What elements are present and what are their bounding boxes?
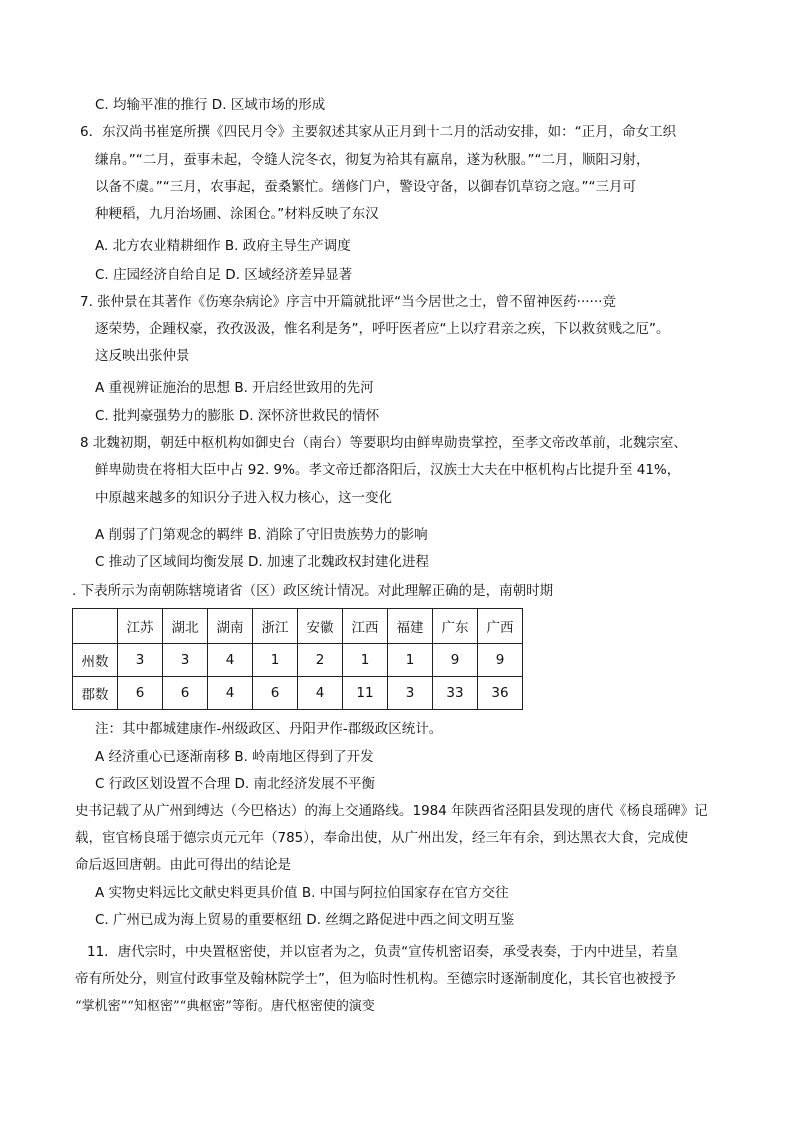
q7-options-cd: C. 批判豪强势力的膨胀 D. 深怀济世救民的情怀 [95, 408, 380, 424]
q10-options-cd: C. 广州已成为海上贸易的重要枢纽 D. 丝绸之路促进中西之间文明互鉴 [95, 912, 515, 928]
region-stats-table [72, 608, 523, 710]
table-cell: 4 [208, 677, 253, 710]
table-row [73, 644, 523, 677]
q7-stem-line-3: 这反映出张仲景 [95, 348, 190, 364]
q8-stem-line-2: 鲜卑勋贵在将相大臣中占 92. 9%。孝文帝迁都洛阳后，汉族士大夫在中枢机构占比提升至 41%， [95, 462, 681, 478]
q8-options-ab: A 削弱了门第观念的羁绊 B. 消除了守旧贵族势力的影响 [95, 527, 428, 543]
q10-stem-line-1: 史书记载了从广州到缚达（今巴格达）的海上交通路线。1984 年陕西省泾阳县发现的唐代《杨良瑶碑》记 [75, 803, 708, 819]
table-header-cell: 湖北 [163, 609, 208, 644]
table-cell: 11 [343, 677, 388, 710]
q10-options-ab: A 实物史料远比文献史料更具价值 B. 中国与阿拉伯国家存在官方交往 [95, 885, 509, 901]
table-cell: 6 [253, 677, 298, 710]
q9-stem: . 下表所示为南朝陈辖境诸省（区）政区统计情况。对此理解正确的是，南朝时期 [72, 583, 554, 599]
table-cell: 2 [298, 644, 343, 677]
q5-options-cd: C. 均输平准的推行 D. 区域市场的形成 [95, 97, 326, 113]
q9-table-note: 注：其中都城建康作-州级政区、丹阳尹作-郡级政区统计。 [95, 721, 443, 737]
table-header-cell: 湖南 [208, 609, 253, 644]
table-cell: 6 [163, 677, 208, 710]
table-header-cell [73, 609, 118, 644]
table-cell: 3 [118, 644, 163, 677]
table-header-cell: 江苏 [118, 609, 163, 644]
q7-stem-line-2: 逐荣势，企踵权豪，孜孜汲汲，惟名利是务”，呼吁医者应“上以疗君亲之疾，下以救贫贱之厄”。 [95, 321, 670, 337]
q9-options-cd: C 行政区划设置不合理 D. 南北经济发展不平衡 [95, 776, 375, 792]
table-row [73, 677, 523, 710]
q6-stem-line-4: 种粳稻，九月治场圃、涂囷仓。”材料反映了东汉 [95, 206, 379, 222]
q7-options-ab: A 重视辨证施治的思想 B. 开启经世致用的先河 [95, 380, 374, 396]
table-cell: 6 [118, 677, 163, 710]
table-cell: 3 [163, 644, 208, 677]
table-cell: 州数 [73, 644, 118, 677]
table-cell: 1 [253, 644, 298, 677]
q7-stem-line-1: 7. 张仲景在其著作《伤寒杂病论》序言中开篇就批评“当今居世之士，曾不留神医药······竞 [80, 294, 616, 310]
q6-stem-line-3: 以备不虞。”“三月，农事起，蚕桑繁忙。缮修门户，警设守备，以御春饥草窃之寇。”“三月可 [95, 179, 636, 195]
table-cell: 33 [433, 677, 478, 710]
table-header-cell: 广西 [478, 609, 523, 644]
table-cell: 3 [388, 677, 433, 710]
table-cell: 36 [478, 677, 523, 710]
q6-options-cd: C. 庄园经济自给自足 D. 区域经济差异显著 [95, 267, 353, 283]
table-header-row [73, 609, 523, 644]
table-cell: 4 [208, 644, 253, 677]
table-cell: 4 [298, 677, 343, 710]
q9-options-ab: A 经济重心已逐渐南移 B. 岭南地区得到了开发 [95, 749, 374, 765]
q10-stem-line-3: 命后返回唐朝。由此可得出的结论是 [75, 857, 291, 873]
q11-stem-line-1: 11．唐代宗时，中央置枢密使，并以宦者为之，负责“宣传机密诏奏，承受表奏，于内中进呈，若皇 [87, 944, 679, 960]
table-header-cell: 福建 [388, 609, 433, 644]
table-cell: 9 [433, 644, 478, 677]
table-header-cell: 安徽 [298, 609, 343, 644]
table-cell: 1 [343, 644, 388, 677]
table-cell: 9 [478, 644, 523, 677]
table-header-cell: 江西 [343, 609, 388, 644]
table-header-cell: 浙江 [253, 609, 298, 644]
q8-stem-line-3: 中原越来越多的知识分子进入权力核心，这一变化 [95, 490, 392, 506]
table-header-cell: 广东 [433, 609, 478, 644]
q11-stem-line-3: “掌机密”“知枢密”“典枢密”等衔。唐代枢密使的演变 [75, 999, 375, 1014]
q10-stem-line-2: 载，宦官杨良瑶于德宗贞元元年（785），奉命出使，从广州出发，经三年有余，到达黑衣大食，完成使 [75, 830, 689, 846]
q6-stem-line-2: 缣帛。”“二月，蚕事未起，令缝人浣冬衣，彻复为袷其有羸帛，遂为秋服。”“二月，顺阳习射， [95, 152, 650, 168]
q6-options-ab: A. 北方农业精耕细作 B. 政府主导生产调度 [95, 238, 351, 254]
table-cell: 1 [388, 644, 433, 677]
q8-options-cd: C 推动了区域间均衡发展 D. 加速了北魏政权封建化进程 [95, 554, 429, 570]
table-cell: 郡数 [73, 677, 118, 710]
q8-stem-line-1: 8 北魏初期，朝廷中枢机构如御史台（南台）等要职均由鲜卑勋贵掌控，至孝文帝改革前，北魏宗室、 [80, 435, 687, 451]
q11-stem-line-2: 帝有所处分，则宣付政事堂及翰林院学士”，但为临时性机构。至德宗时逐渐制度化，其长官也被授予 [75, 971, 676, 987]
q6-stem-line-1: 6．东汉尚书崔寔所撰《四民月令》主要叙述其家从正月到十二月的活动安排，如：“正月，命女工织 [80, 124, 677, 140]
